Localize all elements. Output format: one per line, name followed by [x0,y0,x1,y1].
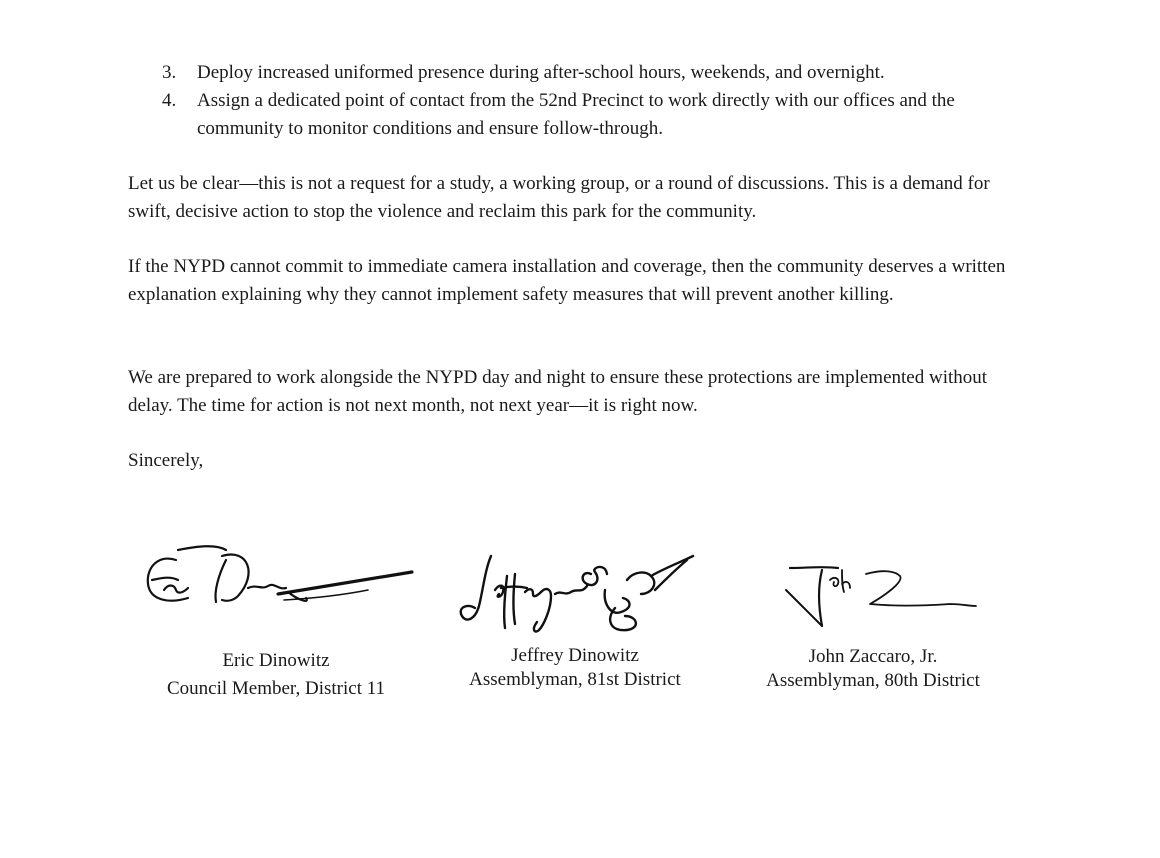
closing-salutation: Sincerely, [128,450,204,471]
signature-john-zaccaro [780,560,980,630]
signatory-name: Jeffrey Dinowitz [511,645,639,666]
list-item-number: 3. [162,62,177,83]
signatory-title: Assemblyman, 80th District [766,670,980,691]
signature-eric-dinowitz [138,540,420,615]
paragraph-commitment: We are prepared to work alongside the NYPD day and night to ensure these protections are implemented without delay. The time for action is not next month, not next year—it is right now. [128,367,988,416]
list-item-text: Deploy increased uniformed presence during after-school hours, weekends, and overnight. [197,62,885,83]
paragraph-clarity: Let us be clear—this is not a request for a study, a working group, or a round of discussions. This is a demand for swift, decisive action to stop the violence and reclaim this park for the community. [128,173,990,222]
list-item [160,87,1040,143]
list-item [160,59,1040,87]
signature-jeffrey-dinowitz [455,550,700,636]
signatory-eric-dinowitz [136,647,416,703]
signatory-title: Council Member, District 11 [166,678,386,699]
list-item-number: 4. [162,90,177,111]
paragraph-camera-demand: If the NYPD cannot commit to immediate camera installation and coverage, then the community deserves a written explanation explaining why they cannot implement safety measures that will prevent another killing. [128,256,1006,305]
list-item-text: Assign a dedicated point of contact from the 52nd Precinct to work directly with our offices and the community to monitor conditions and ensure follow-through. [197,90,955,139]
signatory-john-zaccaro [733,645,1013,693]
signatory-title: Assemblyman, 81st District [469,669,681,690]
demands-list [160,59,1040,143]
signatory-name: John Zaccaro, Jr. [808,646,938,667]
signatory-name: Eric Dinowitz [222,650,330,671]
signatory-jeffrey-dinowitz [435,644,715,692]
